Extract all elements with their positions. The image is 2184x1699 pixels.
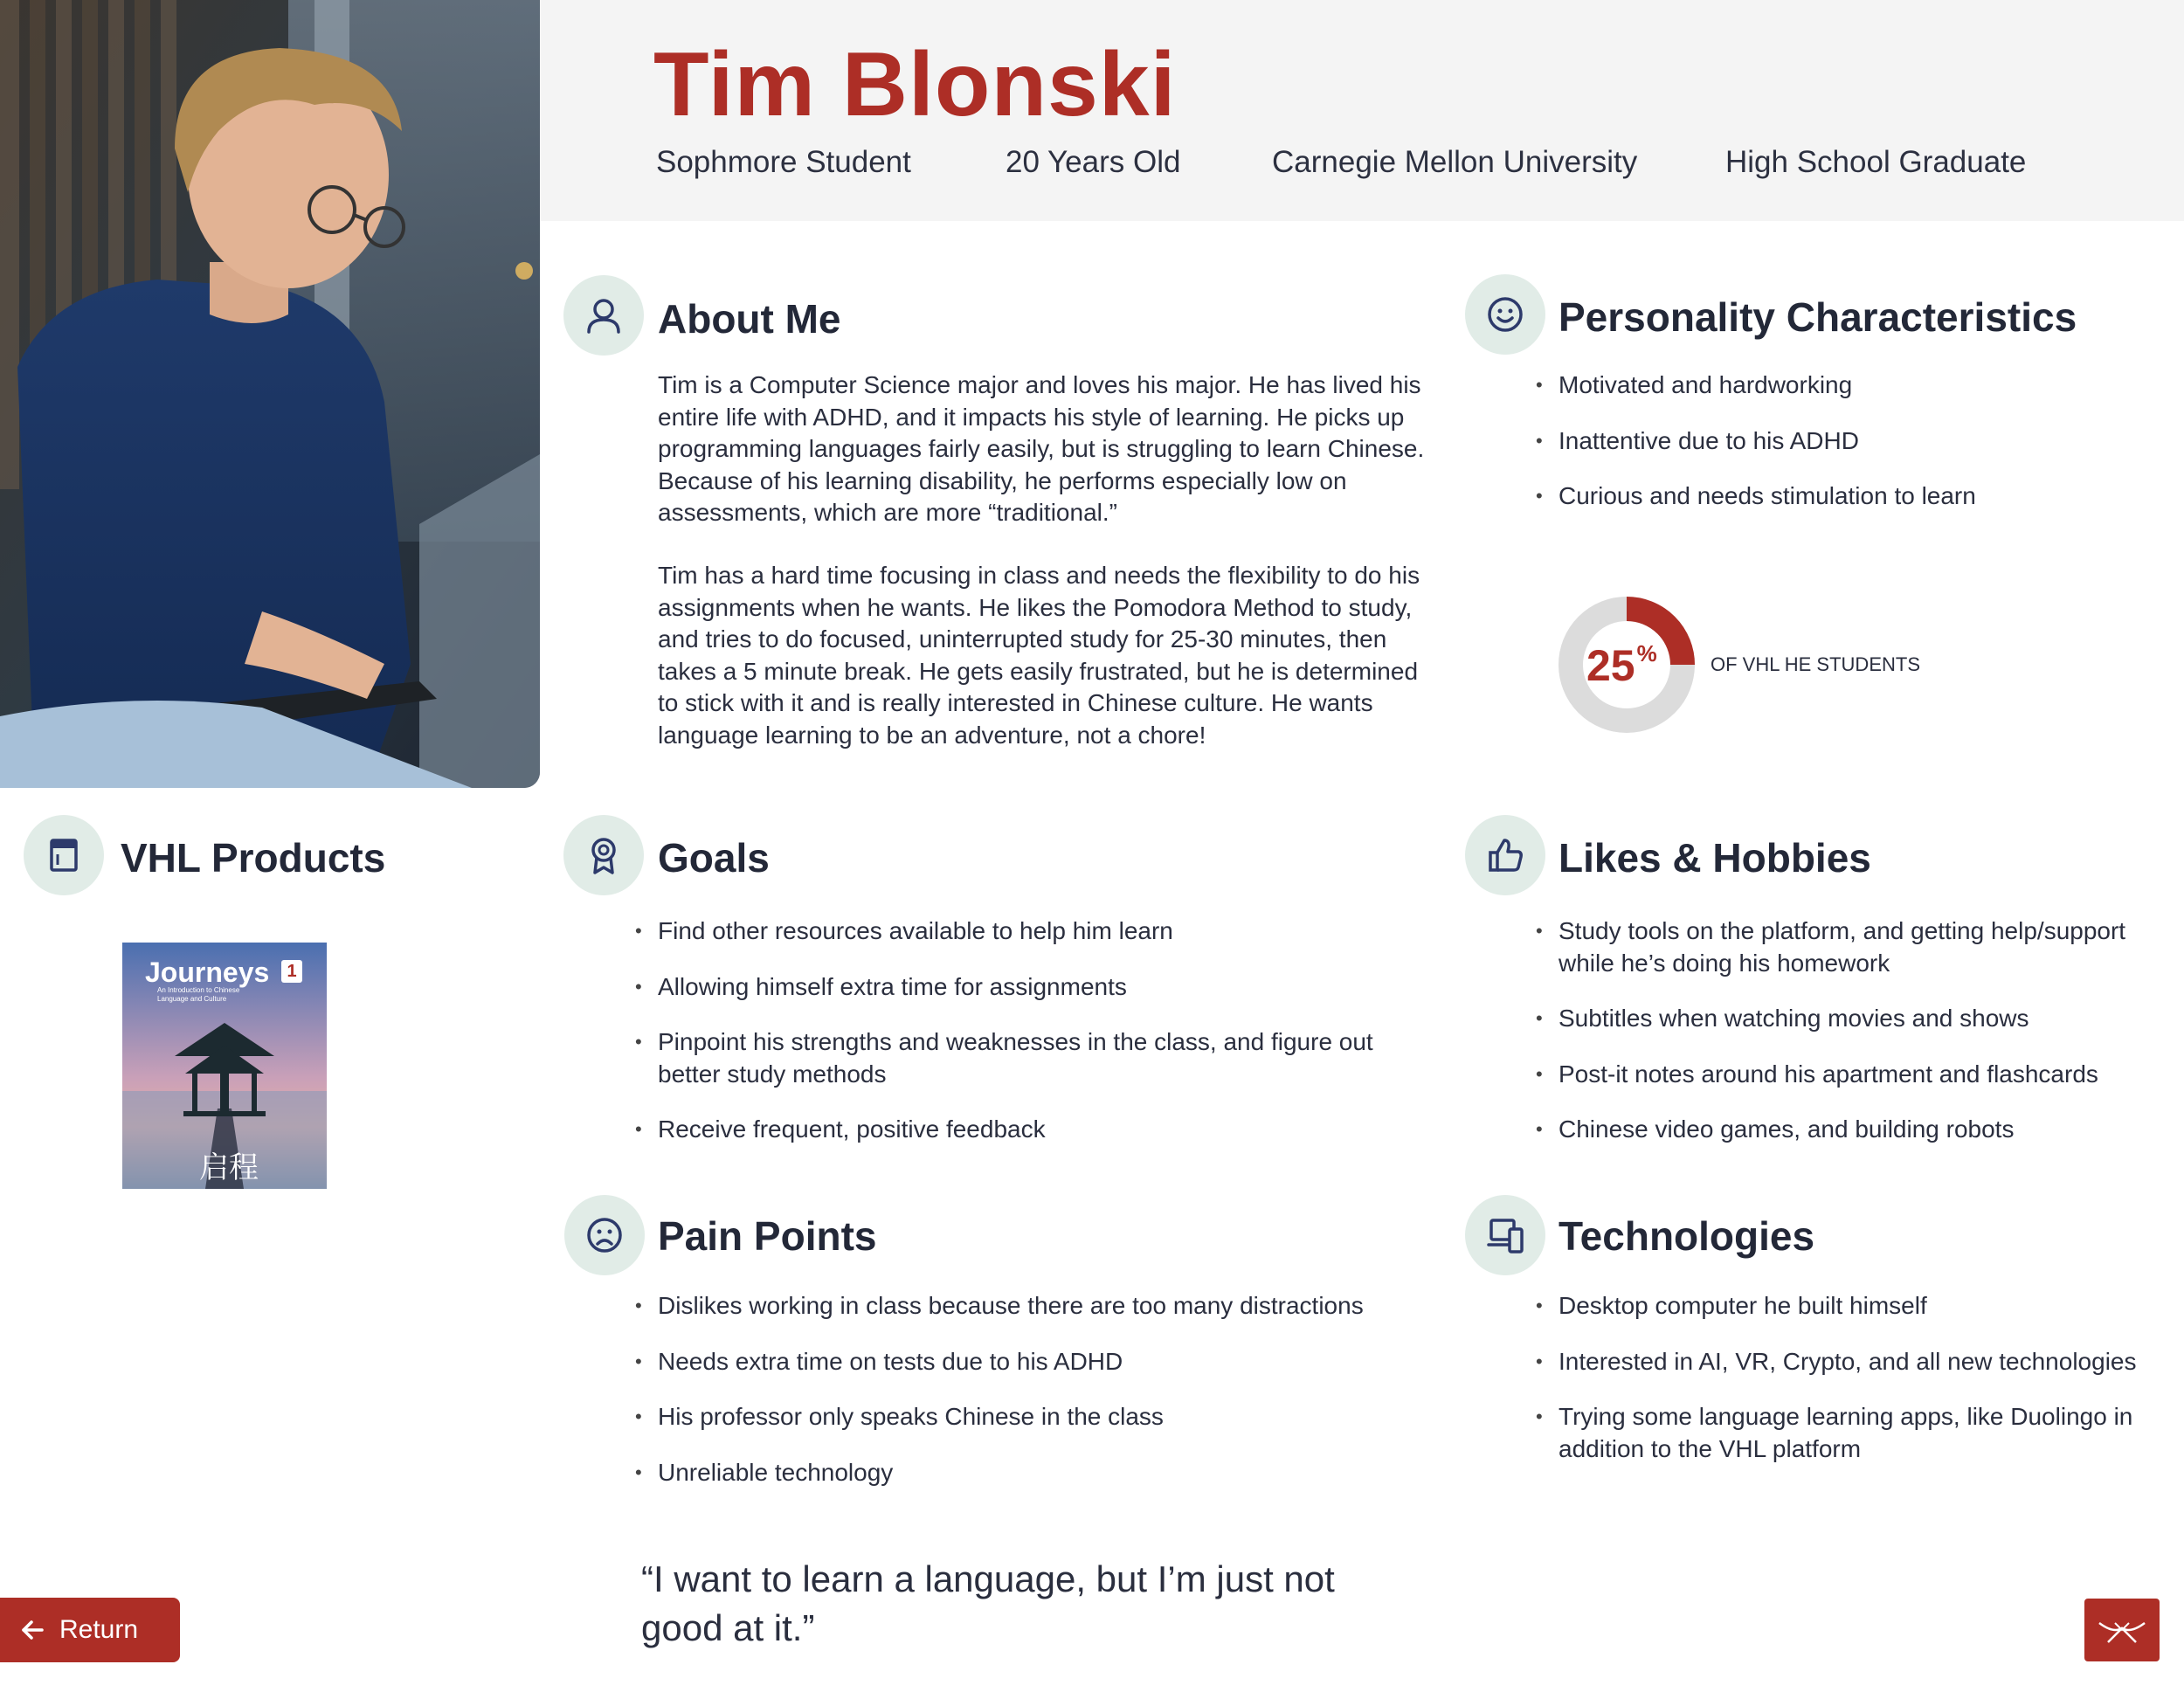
about-icon-circle: [563, 275, 644, 356]
list-item: • Pinpoint his strengths and weaknesses in the class, and figure out better study methods: [658, 1026, 1427, 1090]
stat-value: 25: [1586, 641, 1635, 690]
list-item: • Interested in AI, VR, Crypto, and all new technologies: [1559, 1346, 2153, 1378]
book-title: Journeys: [145, 957, 270, 988]
list-item: • Needs extra time on tests due to his ADHD: [658, 1346, 1427, 1378]
list-item: • Dislikes working in class because there are too many distractions: [658, 1290, 1427, 1323]
meta-age: 20 Years Old: [1006, 145, 1181, 179]
personality-list: [1559, 369, 2153, 536]
frown-icon: [583, 1213, 626, 1257]
personality-title: Personality Characteristics: [1559, 294, 2077, 340]
meta-education: High School Graduate: [1725, 145, 2027, 179]
pain-list: [658, 1290, 1427, 1512]
list-item: • Curious and needs stimulation to learn: [1559, 480, 2153, 513]
list-item: • Inattentive due to his ADHD: [1559, 425, 2153, 458]
return-button[interactable]: [0, 1598, 180, 1662]
about-title: About Me: [658, 296, 841, 342]
stat-label: OF VHL HE STUDENTS: [1711, 653, 1920, 675]
persona-name: Tim Blonski: [653, 34, 1177, 135]
list-item: • Motivated and hardworking: [1559, 369, 2153, 402]
smile-icon: [1483, 293, 1527, 336]
list-item: • Unreliable technology: [658, 1457, 1427, 1489]
logo-mark-icon: [2096, 1611, 2148, 1649]
likes-icon-circle: [1465, 815, 1545, 895]
pain-icon-circle: [564, 1195, 645, 1275]
goals-title: Goals: [658, 835, 770, 881]
arrow-left-icon: [19, 1617, 45, 1643]
meta-year: Sophmore Student: [656, 145, 911, 179]
thumbs-up-icon: [1483, 833, 1527, 877]
list-item: • Desktop computer he built himself: [1559, 1290, 2153, 1323]
goals-list: [658, 915, 1427, 1170]
about-paragraph-1: Tim is a Computer Science major and loves his major. He has lived his entire life with ADHD, and it impacts his style of learning. He picks up programming languages fairly easily, but is struggling to learn Chinese. Because of his learning disability, he performs especially low on assessments, which are more “traditional.”: [658, 371, 1425, 526]
persona-photo: [0, 0, 540, 788]
persona-quote: “I want to learn a language, but I’m just not good at it.”: [641, 1558, 1335, 1648]
book-icon: [42, 833, 86, 877]
list-item: • Find other resources available to help him learn: [658, 915, 1427, 948]
list-item: • Chinese video games, and building robots: [1559, 1114, 2170, 1146]
award-icon: [582, 833, 625, 877]
tech-title: Technologies: [1559, 1213, 1815, 1259]
list-item: • Trying some language learning apps, like Duolingo in addition to the VHL platform: [1559, 1401, 2153, 1465]
stat-percentage: [1586, 640, 1657, 691]
list-item: • Receive frequent, positive feedback: [658, 1114, 1427, 1146]
list-item: • Post-it notes around his apartment and flashcards: [1559, 1059, 2170, 1091]
list-item: • Study tools on the platform, and getting help/support while he’s doing his homework: [1559, 915, 2170, 979]
devices-icon: [1483, 1213, 1527, 1257]
user-icon: [582, 294, 625, 337]
about-paragraph-2: Tim has a hard time focusing in class and needs the flexibility to do his assignments when he wants. He likes the Pomodora Method to study, and tries to do focused, uninterrupted study for 25-30 minutes, then takes a 5 minute break. He gets easily frustrated, but he is determined to stick with it and is really interested in Chinese culture. He wants language learning to be an adventure, not a chore!: [658, 562, 1420, 749]
book-volume: 1: [281, 960, 302, 983]
products-title: VHL Products: [121, 835, 386, 881]
meta-university: Carnegie Mellon University: [1272, 145, 1638, 179]
personality-icon-circle: [1465, 274, 1545, 355]
products-icon-circle: [24, 815, 104, 895]
stat-unit: %: [1636, 640, 1657, 666]
return-label: Return: [59, 1615, 139, 1644]
book-chinese-title: 启程: [199, 1150, 259, 1185]
tech-list: [1559, 1290, 2153, 1488]
pain-title: Pain Points: [658, 1213, 877, 1259]
book-subtitle: An Introduction to Chinese Language and Culture: [157, 986, 240, 1003]
journeys-book-cover[interactable]: [122, 943, 327, 1189]
likes-title: Likes & Hobbies: [1559, 835, 1871, 881]
list-item: • Subtitles when watching movies and shows: [1559, 1003, 2170, 1035]
list-item: • Allowing himself extra time for assignments: [658, 971, 1427, 1004]
likes-list: [1559, 915, 2170, 1170]
vhl-logo[interactable]: [2084, 1599, 2160, 1661]
goals-icon-circle: [563, 815, 644, 895]
tech-icon-circle: [1465, 1195, 1545, 1275]
list-item: • His professor only speaks Chinese in the class: [658, 1401, 1427, 1433]
